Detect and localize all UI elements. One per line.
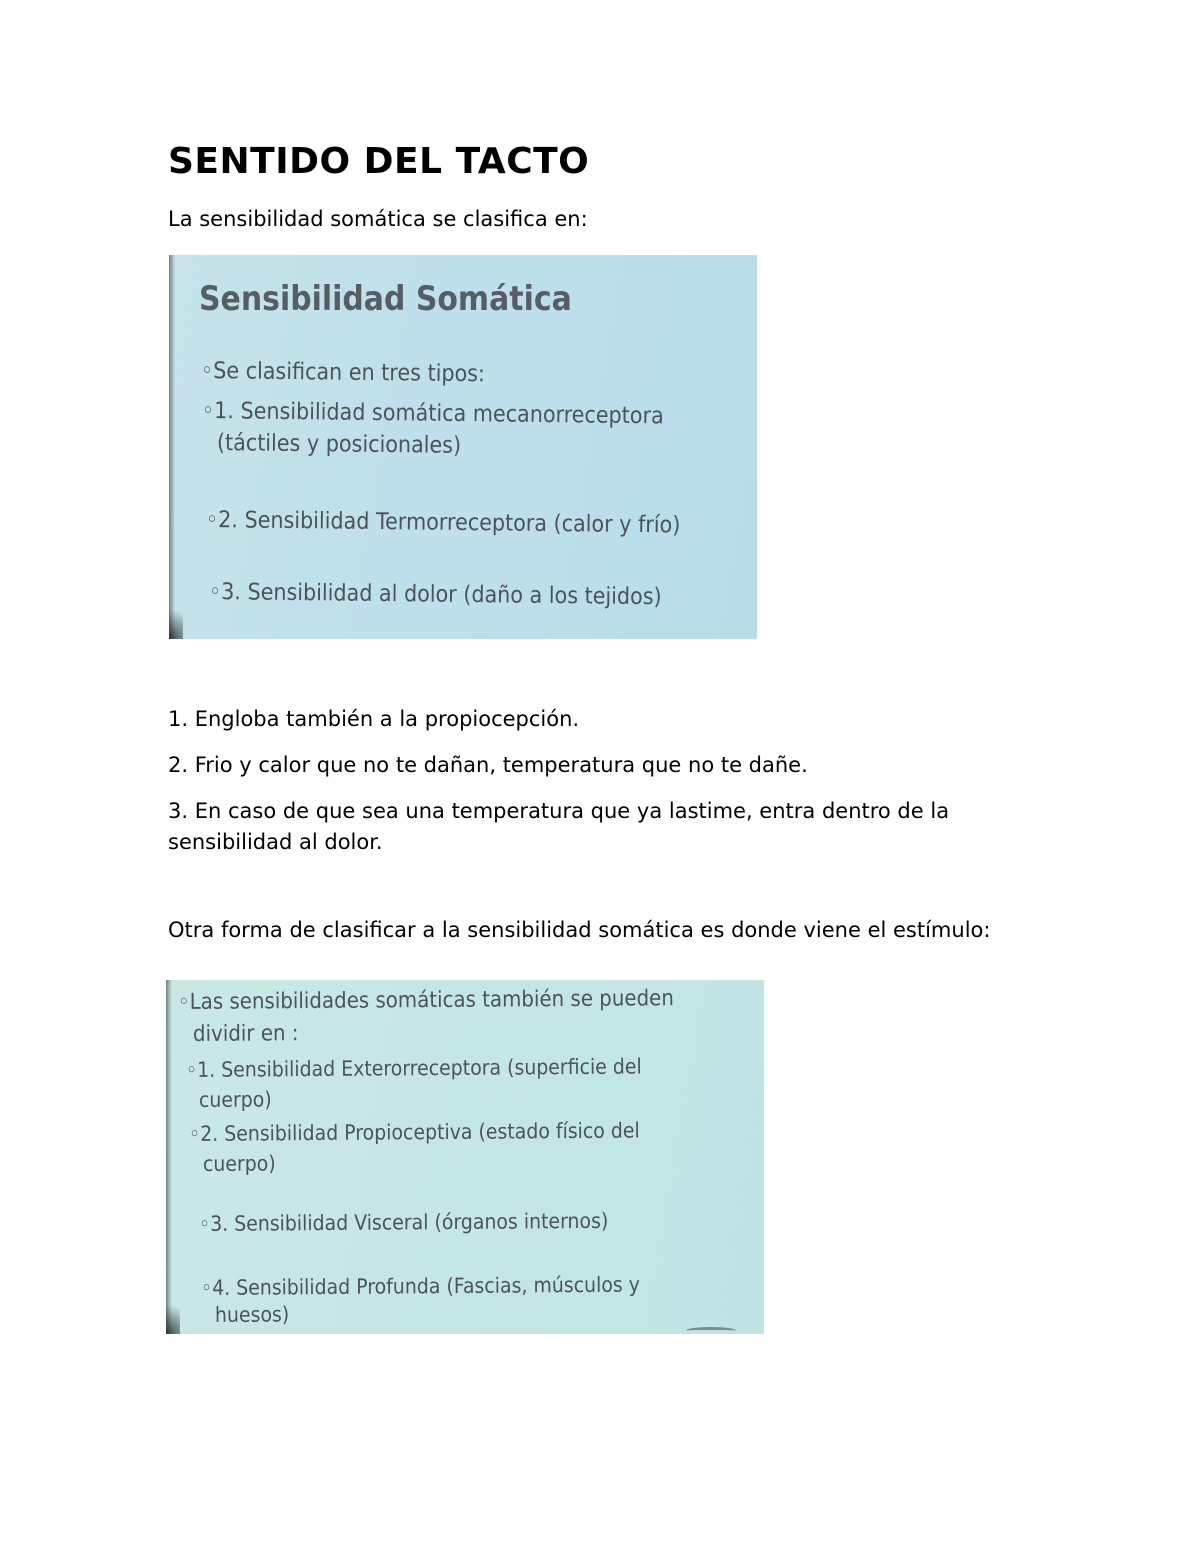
- slide-image-somatic-types: [169, 255, 757, 639]
- photo-corner-shadow: [166, 1294, 180, 1334]
- slide1-item2: ◦2. Sensibilidad Termorreceptora (calor y frío): [205, 507, 681, 539]
- slide1-item3: ◦3. Sensibilidad al dolor (daño a los tejidos): [208, 579, 662, 611]
- slide1-intro: ◦Se clasifican en tres tipos:: [200, 358, 486, 388]
- slide-image-somatic-divisions: [166, 980, 764, 1334]
- slide2-intro-line1: ◦Las sensibilidades somáticas también se pueden: [177, 986, 674, 1015]
- photo-artifact-mark: [686, 1327, 736, 1334]
- photo-edge-shadow: [169, 255, 175, 639]
- slide2-item1-line1: ◦1. Sensibilidad Exterorreceptora (superficie del: [185, 1054, 642, 1082]
- slide2-item4-line1: ◦4. Sensibilidad Profunda (Fascias, músculos y: [200, 1272, 640, 1300]
- slide2-intro-line2: dividir en :: [192, 1021, 299, 1047]
- slide1-title: Sensibilidad Somática: [199, 279, 572, 319]
- other-classification-paragraph: Otra forma de clasificar a la sensibilidad somática es donde viene el estímulo:: [168, 918, 991, 942]
- slide1-item1-line1: ◦1. Sensibilidad somática mecanorreceptora: [201, 398, 664, 430]
- slide2-item3: ◦3. Sensibilidad Visceral (órganos internos): [198, 1208, 609, 1236]
- document-title: SENTIDO DEL TACTO: [168, 141, 590, 182]
- slide1-item1-line2: (táctiles y posicionales): [216, 430, 462, 459]
- intro-paragraph: La sensibilidad somática se clasifica en:: [168, 207, 588, 231]
- slide2-item4-line2: huesos): [214, 1302, 290, 1327]
- note-item-2: 2. Frio y calor que no te dañan, temperatura que no te dañe.: [168, 753, 808, 777]
- note-item-3: 3. En caso de que sea una temperatura que ya lastime, entra dentro de la sensibilidad al dolor.: [168, 799, 950, 854]
- note-item-1: 1. Engloba también a la propiocepción.: [168, 707, 580, 731]
- photo-edge-shadow: [166, 980, 172, 1334]
- slide2-item2-line2: cuerpo): [202, 1151, 276, 1176]
- slide2-item2-line1: ◦2. Sensibilidad Propioceptiva (estado físico del: [188, 1118, 640, 1146]
- slide2-item1-line2: cuerpo): [198, 1087, 272, 1112]
- photo-corner-shadow: [169, 599, 183, 639]
